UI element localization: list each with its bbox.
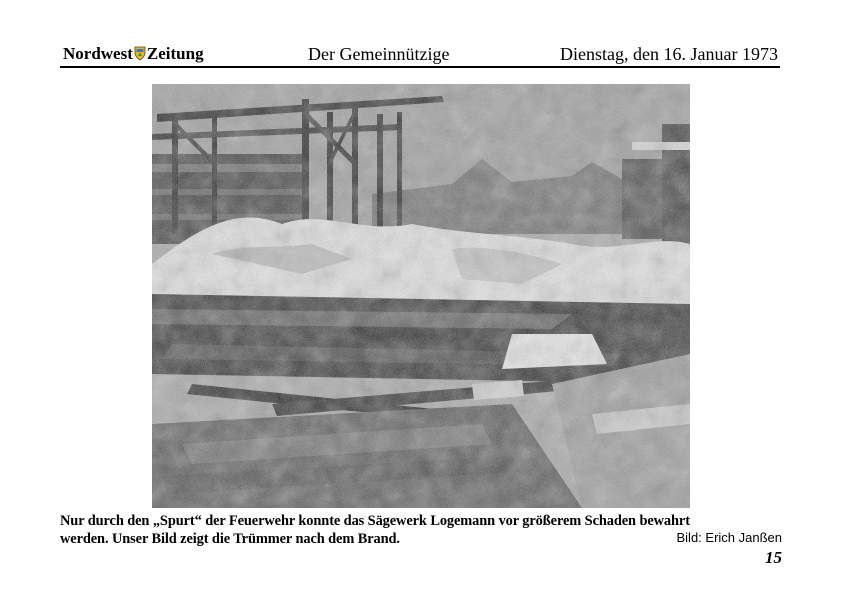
issue-date: Dienstag, den 16. Januar 1973 <box>560 44 778 64</box>
page-number: 15 <box>765 548 782 567</box>
section-title: Der Gemeinnützige <box>308 44 450 64</box>
newspaper-name <box>63 44 204 66</box>
newspaper-name-part1: Nordwest <box>63 44 133 63</box>
masthead <box>60 42 780 68</box>
news-photograph <box>152 84 690 508</box>
newspaper-name-part2: Zeitung <box>146 44 204 63</box>
photo-caption <box>60 512 784 548</box>
caption-line-1: Nur durch den „Spurt“ der Feuerwehr konnte das Sägewerk Logemann vor größerem Schaden bewahrt <box>60 513 690 529</box>
coat-of-arms-icon <box>134 46 146 66</box>
caption-line-2: werden. Unser Bild zeigt die Trümmer nach dem Brand. <box>60 531 400 547</box>
photo-credit: Bild: Erich Janßen <box>676 530 782 545</box>
